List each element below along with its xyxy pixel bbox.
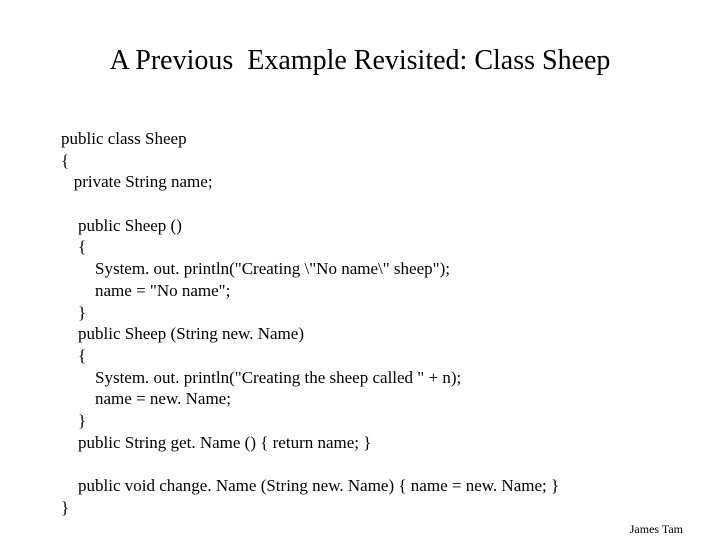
code-line-15: public String get. Name () { return name; }	[61, 432, 372, 452]
code-line-5: public Sheep ()	[61, 215, 182, 235]
code-line-10: public Sheep (String new. Name)	[61, 324, 304, 344]
code-line-8: name = "No name";	[61, 280, 231, 300]
code-line-18: }	[61, 497, 70, 517]
code-line-12: System. out. println("Creating the sheep called " + n);	[61, 367, 462, 387]
code-line-2: {	[61, 150, 70, 170]
code-line-3: private String name;	[61, 172, 213, 192]
code-line-17: public void change. Name (String new. Name) { name = new. Name; }	[61, 476, 560, 495]
code-line-16	[61, 453, 701, 475]
code-line-4	[61, 193, 701, 215]
code-line-13: name = new. Name;	[61, 389, 231, 409]
code-line-6: {	[61, 237, 87, 257]
code-line-14: }	[61, 410, 87, 430]
code-line-11: {	[61, 345, 87, 365]
code-line-7: System. out. println("Creating \"No name\" sheep");	[61, 259, 450, 279]
code-block	[61, 128, 701, 518]
code-line-1: public class Sheep	[61, 129, 187, 148]
slide-title: A Previous Example Revisited: Class Sheep	[109, 45, 611, 76]
code-line-9: }	[61, 302, 87, 322]
footer-author: James Tam	[629, 522, 683, 536]
